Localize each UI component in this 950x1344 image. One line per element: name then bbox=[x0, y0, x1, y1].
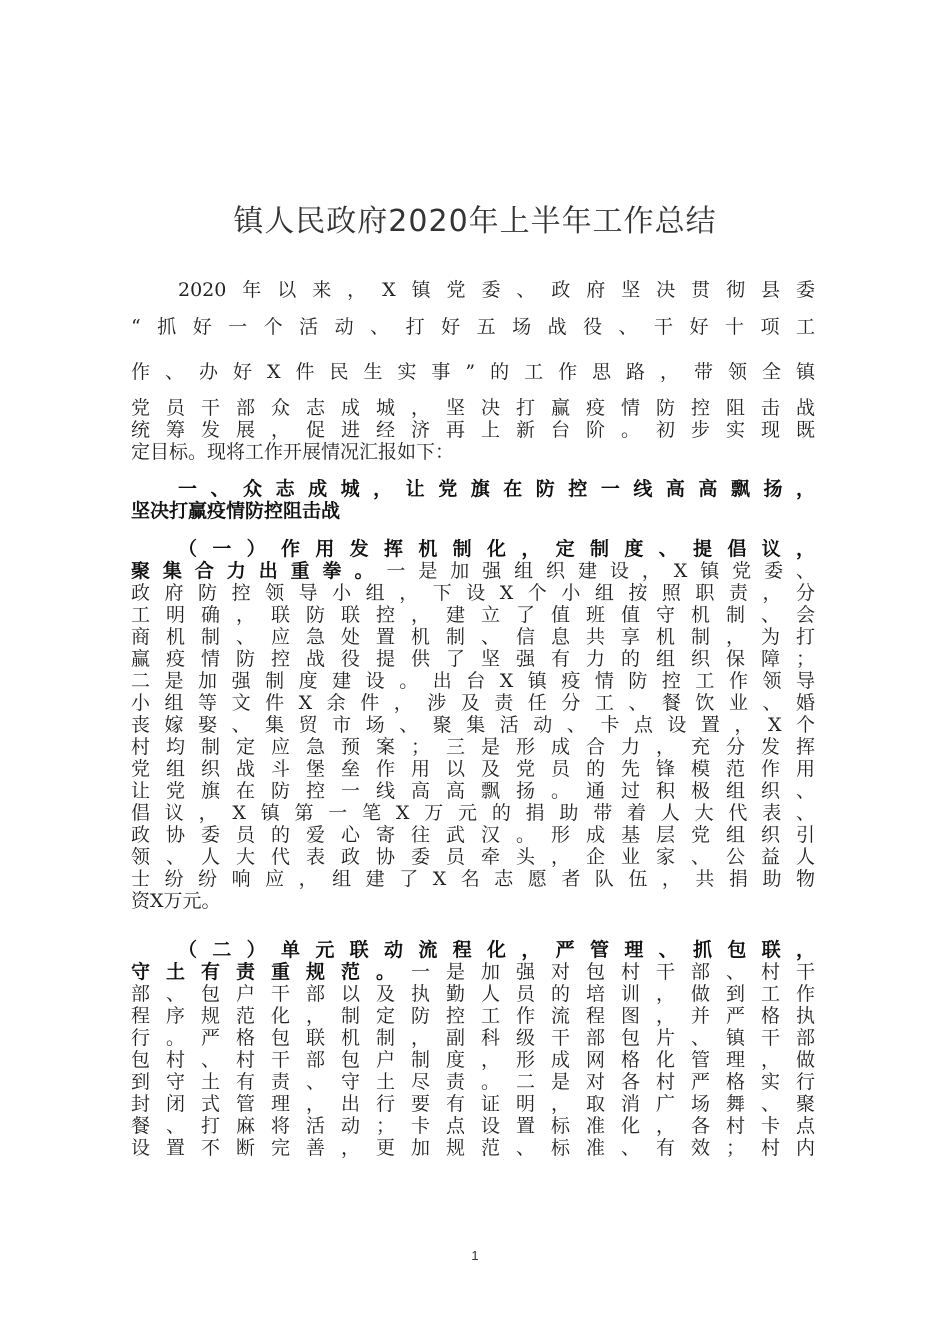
paragraph-line: 政协委员的爱心寄往武汉。形成基层党组织引 bbox=[131, 824, 815, 846]
subsection-heading-tail: 聚集合力出重拳。 bbox=[131, 560, 387, 582]
subsection-heading: （一）作用发挥机制化，定制度、提倡议， bbox=[178, 538, 815, 560]
paragraph-line: 领、人大代表政协委员牵头，企业家、公益人 bbox=[131, 846, 815, 868]
paragraph-line: 工明确，联防联控，建立了值班值守机制、会 bbox=[131, 604, 815, 626]
intro-line: 统筹发展，促进经济再上新台阶。初步实现既 bbox=[131, 419, 815, 441]
paragraph-line: 党组织战斗堡垒作用以及党员的先锋模范作用 bbox=[131, 758, 815, 780]
paragraph-line: 让党旗在防控一线高高飘扬。通过积极组织、 bbox=[131, 780, 815, 802]
paragraph-line: 村均制定应急预案；三是形成合力，充分发挥 bbox=[131, 736, 815, 758]
page-number: 1 bbox=[471, 1248, 479, 1263]
intro-line: 定目标。现将工作开展情况汇报如下： bbox=[131, 441, 455, 463]
section-heading-line: 一、众志成城，让党旗在防控一线高高飘扬， bbox=[178, 478, 815, 500]
paragraph-text: 一是加强对包村干部、村干 bbox=[411, 961, 815, 983]
paragraph-line: 丧嫁娶、集贸市场、聚集活动、卡点设置，X个 bbox=[131, 714, 815, 736]
document-title: 镇人民政府2020年上半年工作总结 bbox=[233, 204, 717, 239]
paragraph-line bbox=[131, 960, 815, 984]
paragraph-line: 程序规范化，制定防控工作流程图，并严格执 bbox=[131, 1005, 815, 1027]
paragraph-line: 设置不断完善，更加规范、标准、有效；村内 bbox=[131, 1137, 815, 1159]
paragraph-line: 政府防控领导小组，下设X个小组按照职责，分 bbox=[131, 582, 815, 604]
paragraph-line: 资X万元。 bbox=[131, 890, 221, 912]
paragraph-line: 赢疫情防控战役提供了坚强有力的组织保障； bbox=[131, 648, 815, 670]
paragraph-line: 到守土有责、守土尽责。二是对各村严格实行 bbox=[131, 1071, 815, 1093]
paragraph-line: 部、包户干部以及执勤人员的培训，做到工作 bbox=[131, 983, 815, 1005]
intro-line: “抓好一个活动、打好五场战役、干好十项工 bbox=[131, 316, 815, 338]
paragraph-line: 封闭式管理，出行要有证明，取消广场舞、聚 bbox=[131, 1093, 815, 1115]
paragraph-line: 商机制、应急处置机制、信息共享机制，为打 bbox=[131, 626, 815, 648]
paragraph-line: 行。严格包联机制，副科级干部包片、镇干部 bbox=[131, 1027, 815, 1049]
paragraph-line: 二是加强制度建设。出台X镇疫情防控工作领导 bbox=[131, 670, 815, 692]
paragraph-text: 一是加强组织建设，X镇党委、 bbox=[386, 560, 815, 582]
paragraph-line bbox=[131, 559, 815, 583]
paragraph-line: 倡议，X镇第一笔X万元的捐助带着人大代表、 bbox=[131, 802, 815, 824]
paragraph-line: 小组等文件X余件，涉及责任分工、餐饮业、婚 bbox=[131, 692, 815, 714]
intro-line: 2020年以来，X镇党委、政府坚决贯彻县委 bbox=[178, 279, 815, 301]
paragraph-line: 士纷纷响应，组建了X名志愿者队伍，共捐助物 bbox=[131, 868, 815, 890]
section-heading-line: 坚决打赢疫情防控阻击战 bbox=[131, 500, 341, 522]
paragraph-line: 包村、村干部包户制度，形成网格化管理，做 bbox=[131, 1049, 815, 1071]
intro-line: 作、办好X件民生实事”的工作思路，带领全镇 bbox=[131, 361, 815, 383]
subsection-heading-tail: 守土有责重规范。 bbox=[131, 961, 411, 983]
paragraph-line: 餐、打麻将活动；卡点设置标准化，各村卡点 bbox=[131, 1115, 815, 1137]
intro-line: 党员干部众志成城，坚决打赢疫情防控阻击战 bbox=[131, 397, 815, 419]
subsection-heading: （二）单元联动流程化，严管理、抓包联， bbox=[178, 939, 815, 961]
